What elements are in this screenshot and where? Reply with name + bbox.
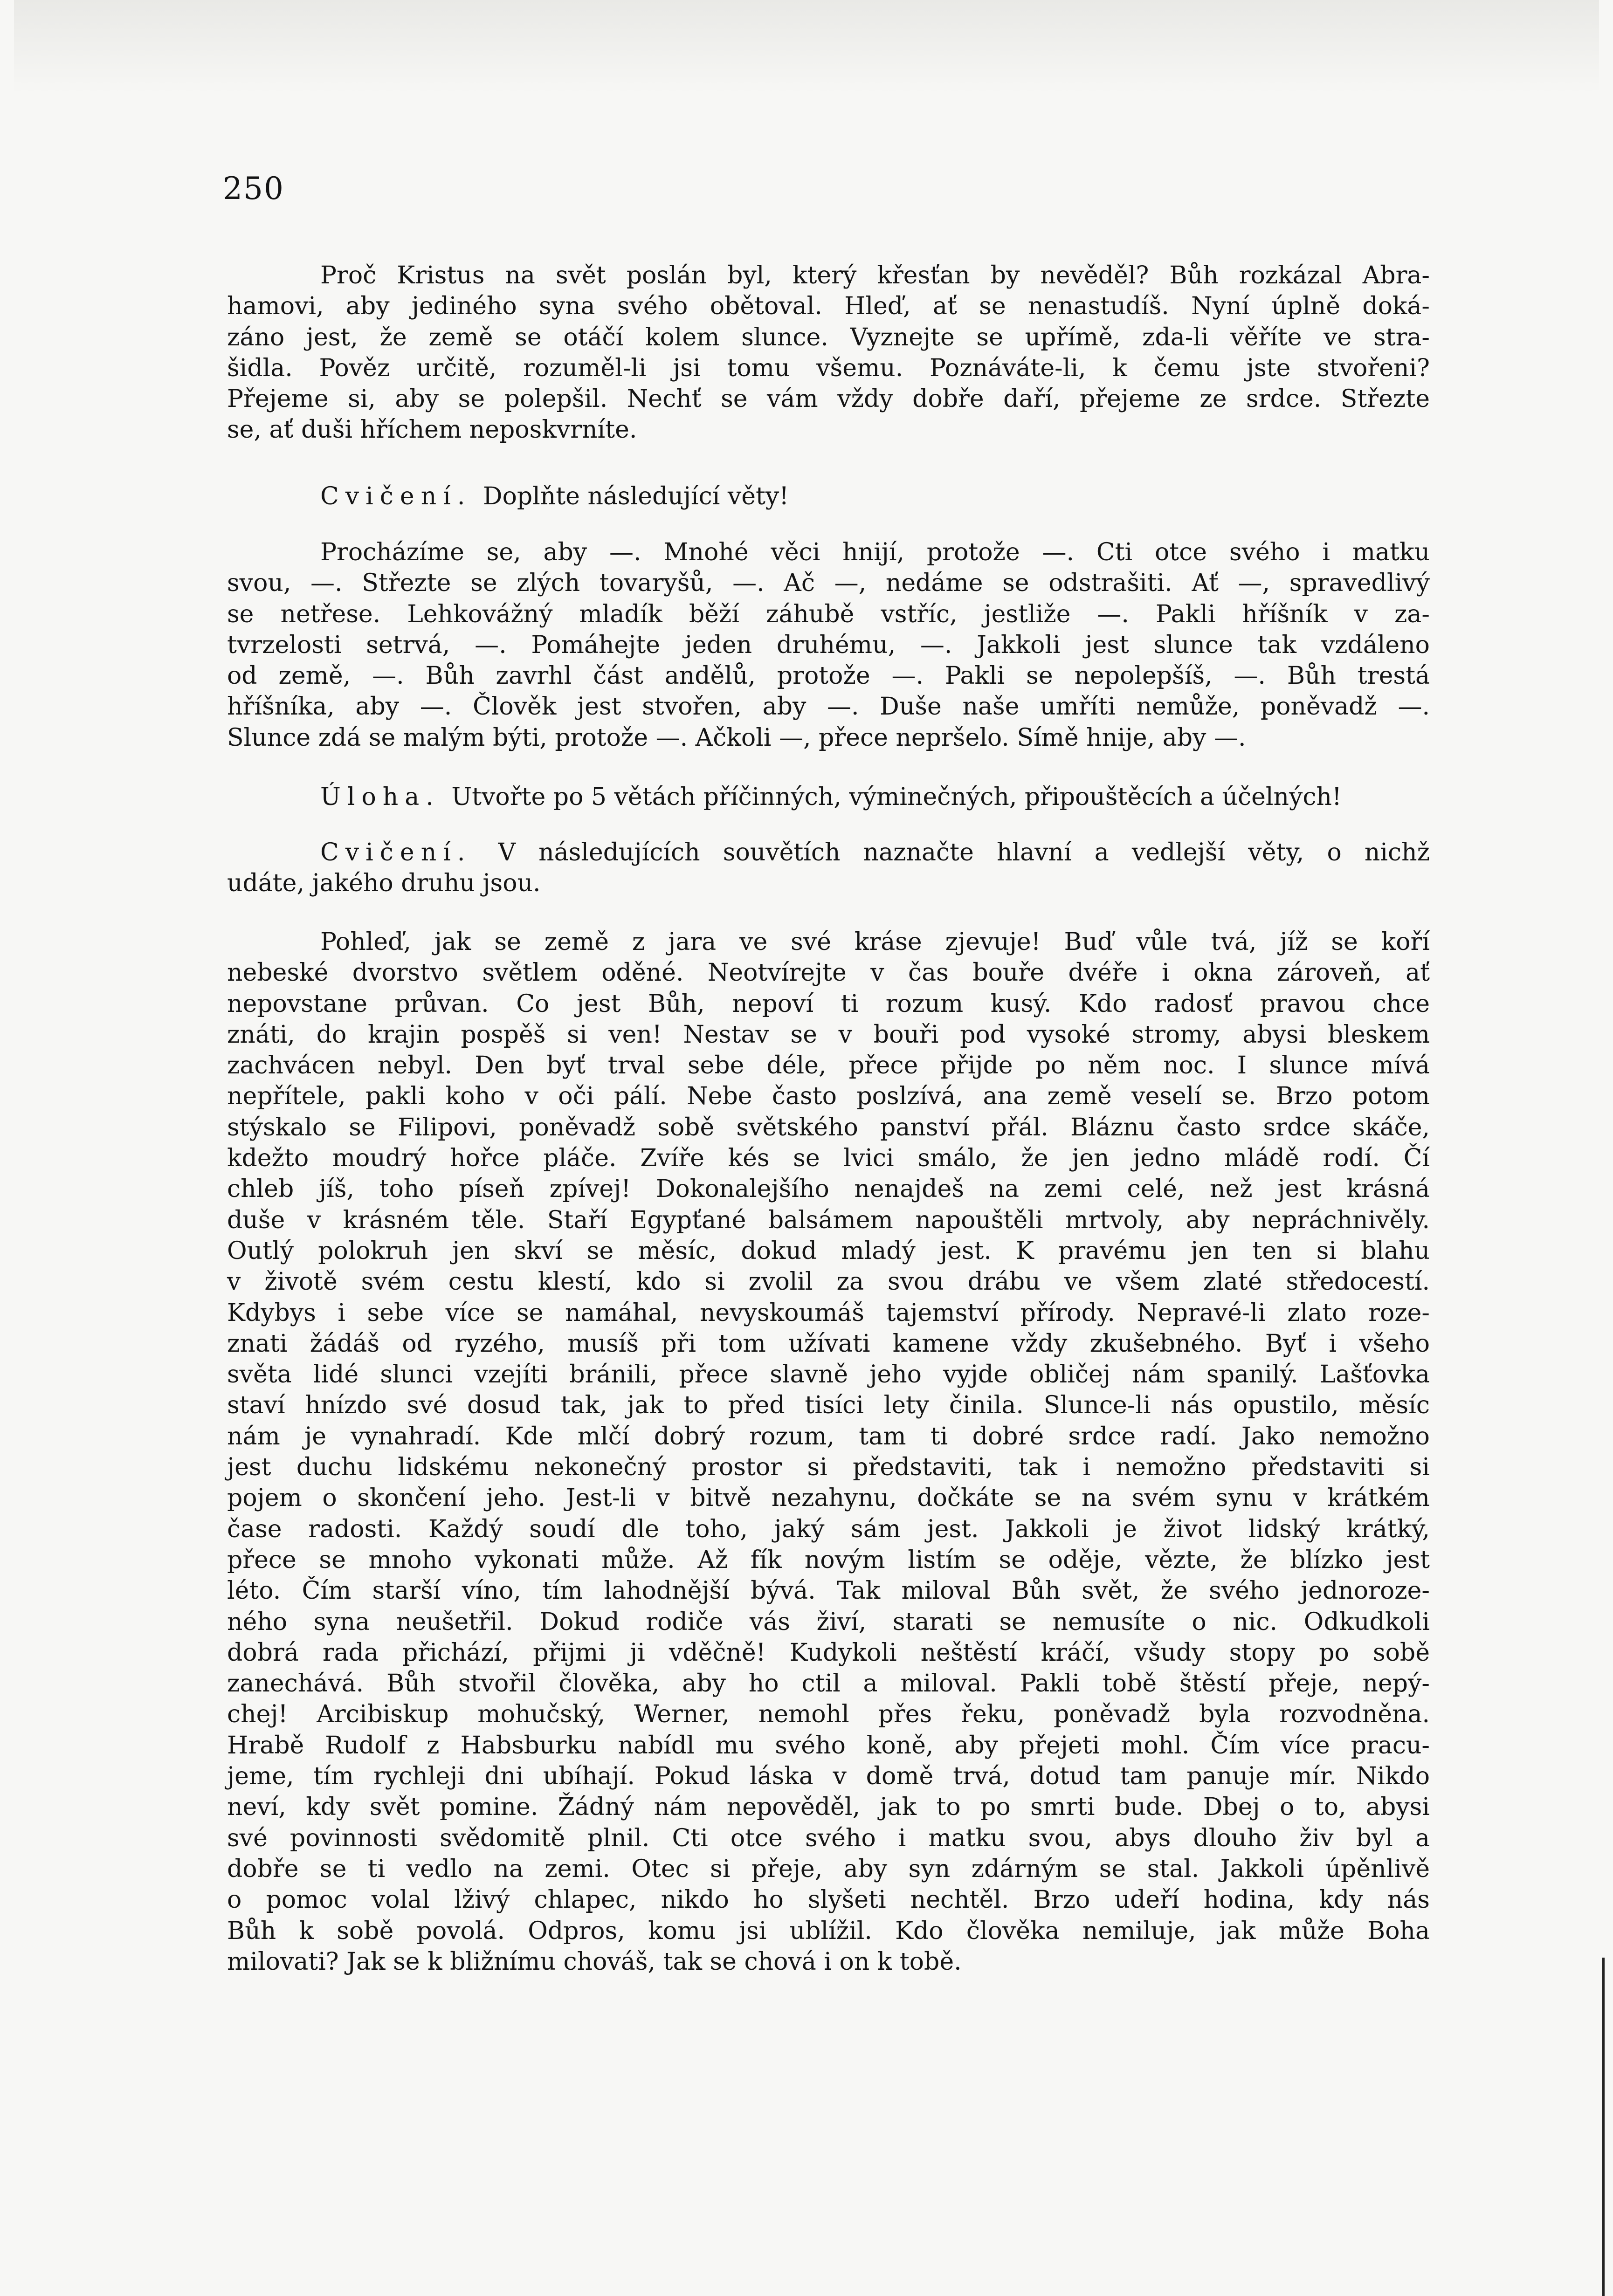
text-line bbox=[227, 322, 1430, 353]
text-line bbox=[227, 837, 1430, 868]
text-line bbox=[227, 1050, 1430, 1081]
text-line bbox=[227, 1637, 1430, 1668]
line-text: dobrá rada přichází, přijmi ji vděčně! Kudykoli neštěstí kráčí, všudy stopy po sobě bbox=[227, 1638, 1430, 1667]
line-text: čase radosti. Každý soudí dle toho, jaký sám jest. Jakkoli je život lidský krátký, bbox=[227, 1515, 1430, 1543]
scan-edge-line bbox=[1602, 1958, 1605, 2296]
line-text: své povinnosti svědomitě plnil. Cti otce svého i matku svou, abys dlouho živ byl a bbox=[227, 1824, 1430, 1852]
line-text: Outlý polokruh jen skví se měsíc, dokud mladý jest. K pravému jen ten si blahu bbox=[227, 1237, 1430, 1265]
line-text: Bůh k sobě povolá. Odpros, komu jsi ublížil. Kdo člověka nemiluje, jak může Boha bbox=[227, 1917, 1430, 1945]
line-text: záno jest, že země se otáčí kolem slunce. Vyznejte se upřímě, zda-li věříte ve stra- bbox=[227, 323, 1430, 351]
line-text: ného syna neušetřil. Dokud rodiče vás živí, starati se nemusíte o nic. Odkudkoli bbox=[227, 1608, 1430, 1636]
text-line bbox=[227, 568, 1430, 598]
line-text: svou, —. Střezte se zlých tovaryšů, —. Ač —, nedáme se odstrašiti. Ať —, spravedlivý bbox=[227, 569, 1430, 598]
text-line bbox=[227, 1483, 1430, 1513]
text-line bbox=[227, 1421, 1430, 1452]
paragraph-compound-sentences bbox=[227, 927, 1430, 1977]
line-text: udáte, jakého druhu jsou. bbox=[227, 869, 541, 898]
line-text: nepovstane průvan. Co jest Bůh, nepoví ti rozum kusý. Kdo radosť pravou chce bbox=[227, 990, 1430, 1018]
line-text: v životě svém cestu klestí, kdo si zvolil za svou drábu ve všem zlaté středocestí. bbox=[227, 1268, 1430, 1296]
text-line bbox=[227, 1884, 1430, 1915]
line-text: se, ať duši hříchem neposkvrníte. bbox=[227, 416, 637, 444]
text-line bbox=[227, 1328, 1430, 1359]
text-line bbox=[227, 1607, 1430, 1637]
section-label: Úloha. bbox=[320, 783, 440, 811]
text-line bbox=[227, 1946, 1430, 1977]
line-text: staví hnízdo své dosud tak, jak to před tisíci lety činila. Slunce-li nás opustilo, měsíc bbox=[227, 1391, 1430, 1420]
text-line bbox=[227, 1854, 1430, 1884]
text-line bbox=[227, 1205, 1430, 1236]
text-line bbox=[227, 1359, 1430, 1390]
line-text: chej! Arcibiskup mohučský, Werner, nemohl přes řeku, poněvadž byla rozvodněna. bbox=[227, 1700, 1430, 1729]
text-line bbox=[227, 1112, 1430, 1143]
text-line bbox=[227, 1761, 1430, 1792]
line-text: pojem o skončení jeho. Jest-li v bitvě nezahynu, dočkáte se na svém synu v krátkém bbox=[227, 1484, 1430, 1512]
text-line bbox=[227, 957, 1430, 988]
line-text: Procházíme se, aby —. Mnohé věci hnijí, protože —. Cti otce svého i matku bbox=[320, 538, 1430, 566]
line-text: znati žádáš od ryzého, musíš při tom užívati kamene vždy zkušebného. Byť i všeho bbox=[227, 1329, 1430, 1358]
text-line bbox=[227, 537, 1430, 568]
text-line bbox=[227, 291, 1430, 322]
line-text: Utvořte po 5 větách příčinných, výminečných, připouštěcích a účelných! bbox=[451, 783, 1342, 811]
line-text: Přejeme si, aby se polepšil. Nechť se vám vždy dobře daří, přejeme ze srdce. Střezte bbox=[227, 385, 1430, 413]
line-text: šidla. Pověz určitě, rozuměl-li jsi tomu všemu. Poznáváte-li, k čemu jste stvořeni? bbox=[227, 354, 1430, 382]
text-line bbox=[227, 1730, 1430, 1761]
line-text: Slunce zdá se malým býti, protože —. Ačkoli —, přece nepršelo. Símě hnije, aby —. bbox=[227, 723, 1246, 752]
line-text: hamovi, aby jediného syna svého obětoval. Hleď, ať se nenastudíš. Nyní úplně doká- bbox=[227, 292, 1430, 321]
scan-shading bbox=[14, 0, 1599, 93]
text-line bbox=[227, 1174, 1430, 1204]
text-line bbox=[227, 927, 1430, 957]
line-text: Proč Kristus na svět poslán byl, který křesťan by nevěděl? Bůh rozkázal Abra- bbox=[320, 261, 1430, 289]
line-text: Pohleď, jak se země z jara ve své kráse zjevuje! Buď vůle tvá, jíž se koří bbox=[320, 928, 1430, 956]
line-text: neví, kdy svět pomine. Žádný nám nepověděl, jak to po smrti bude. Dbej o to, abysi bbox=[227, 1793, 1430, 1822]
line-text: o pomoc volal lživý chlapec, nikdo ho slyšeti nechtěl. Brzo udeří hodina, kdy nás bbox=[227, 1886, 1430, 1914]
text-line bbox=[227, 722, 1430, 753]
line-text: se netřese. Lehkovážný mladík běží záhubě vstříc, jestliže —. Pakli hříšník v za- bbox=[227, 600, 1430, 628]
section-label: Cvičení. bbox=[320, 482, 472, 510]
text-line bbox=[227, 1390, 1430, 1421]
line-text: dobře se ti vedlo na zemi. Otec si přeje, aby syn zdárným se stal. Jakkoli úpěnlivě bbox=[227, 1855, 1430, 1883]
text-line bbox=[227, 1236, 1430, 1266]
line-text: Doplňte následující věty! bbox=[483, 482, 789, 510]
text-line bbox=[227, 1575, 1430, 1606]
text-line bbox=[227, 1823, 1430, 1854]
text-line bbox=[227, 1452, 1430, 1483]
line-text: nám je vynahradí. Kde mlčí dobrý rozum, tam ti dobré srdce radí. Jako nemožno bbox=[227, 1422, 1430, 1450]
text-line bbox=[227, 1514, 1430, 1545]
line-text: zanechává. Bůh stvořil člověka, aby ho ctil a miloval. Pakli tobě štěstí přeje, nepý- bbox=[227, 1670, 1430, 1698]
line-text: Kdybys i sebe více se namáhal, nevyskoumáš tajemství přírody. Nepravé-li zlato roze- bbox=[227, 1299, 1430, 1327]
text-line bbox=[227, 660, 1430, 691]
line-text: léto. Čím starší víno, tím lahodnější bývá. Tak miloval Bůh svět, že svého jednoroze- bbox=[227, 1577, 1430, 1605]
exercise-heading-clauses bbox=[227, 837, 1430, 899]
text-line bbox=[227, 414, 1430, 445]
line-text: tvrzelosti setrvá, —. Pomáhejte jeden druhému, —. Jakkoli jest slunce tak vzdáleno bbox=[227, 631, 1430, 659]
line-text: znáti, do krajin pospěš si ven! Nestav se v bouři pod vysoké stromy, abysi bleskem bbox=[227, 1020, 1430, 1049]
text-line bbox=[227, 1298, 1430, 1328]
line-text: nepřítele, pakli koho v oči pálí. Nebe často poslzívá, ana země veselí se. Brzo potom bbox=[227, 1082, 1430, 1111]
text-line bbox=[227, 1668, 1430, 1699]
line-text: přece se mnoho vykonati může. Až fík novým listím se oděje, vězte, že blízko jest bbox=[227, 1546, 1430, 1574]
page-number: 250 bbox=[223, 171, 284, 206]
text-line bbox=[227, 1699, 1430, 1730]
line-text: stýskalo se Filipovi, poněvadž sobě světského panství přál. Bláznu často srdce skáče, bbox=[227, 1113, 1430, 1141]
line-text: jeme, tím rychleji dni ubíhají. Pokud láska v domě trvá, dotud tam panuje mír. Nikdo bbox=[227, 1762, 1430, 1791]
text-line bbox=[227, 1916, 1430, 1946]
paragraph-questions bbox=[227, 260, 1430, 446]
exercise-heading-complete-sentences bbox=[227, 481, 1430, 512]
text-line bbox=[227, 481, 1430, 512]
line-text: V následujících souvětích naznačte hlavní a vedlejší věty, o nichž bbox=[498, 839, 1430, 866]
line-text: duše v krásném těle. Staří Egypťané balsámem napouštěli mrtvoly, aby nepráchnivěly. bbox=[227, 1206, 1430, 1234]
line-text: hříšníka, aby —. Člověk jest stvořen, aby —. Duše naše umříti nemůže, poněvadž —. bbox=[227, 693, 1430, 721]
line-text: nebeské dvorstvo světlem oděné. Neotvírejte v čas bouře dvéře i okna zároveň, ať bbox=[227, 959, 1430, 987]
text-line bbox=[227, 691, 1430, 722]
text-line bbox=[227, 989, 1430, 1019]
line-text: Hrabě Rudolf z Habsburku nabídl mu svého koně, aby přejeti mohl. Čím více pracu- bbox=[227, 1731, 1430, 1760]
text-line bbox=[227, 1266, 1430, 1297]
paragraph-fill-in-sentences bbox=[227, 537, 1430, 753]
section-label: Cvičení. bbox=[320, 839, 472, 866]
line-text: chleb jíš, toho píseň zpívej! Dokonalejšího nenajdeš na zemi celé, než jest krásná bbox=[227, 1175, 1430, 1203]
text-line bbox=[227, 868, 1430, 899]
text-line bbox=[227, 1792, 1430, 1822]
line-text: jest duchu lidskému nekonečný prostor si představiti, tak i nemožno představiti si bbox=[227, 1453, 1430, 1482]
text-line bbox=[227, 1143, 1430, 1174]
line-text: světa lidé slunci vzejíti bránili, přece slavně jeho vyjde obličej nám spanilý. Lašťovka bbox=[227, 1361, 1430, 1389]
text-line bbox=[227, 1081, 1430, 1112]
text-line bbox=[227, 630, 1430, 660]
line-text: kdežto moudrý hořce pláče. Zvíře kés se lvici smálo, že jen jedno mládě rodí. Čí bbox=[227, 1144, 1430, 1173]
text-line bbox=[227, 384, 1430, 414]
text-line bbox=[227, 599, 1430, 630]
line-text: milovati? Jak se k bližnímu chováš, tak se chová i on k tobě. bbox=[227, 1947, 962, 1976]
text-line bbox=[227, 1019, 1430, 1050]
text-line bbox=[227, 782, 1430, 812]
task-heading bbox=[227, 782, 1430, 812]
text-line bbox=[227, 1545, 1430, 1575]
text-line bbox=[227, 260, 1430, 291]
line-text: od země, —. Bůh zavrhl část andělů, protože —. Pakli se nepolepšíš, —. Bůh trestá bbox=[227, 662, 1430, 690]
line-text: zachvácen nebyl. Den byť trval sebe déle, přece přijde po něm noc. I slunce mívá bbox=[227, 1052, 1430, 1080]
text-line bbox=[227, 353, 1430, 384]
